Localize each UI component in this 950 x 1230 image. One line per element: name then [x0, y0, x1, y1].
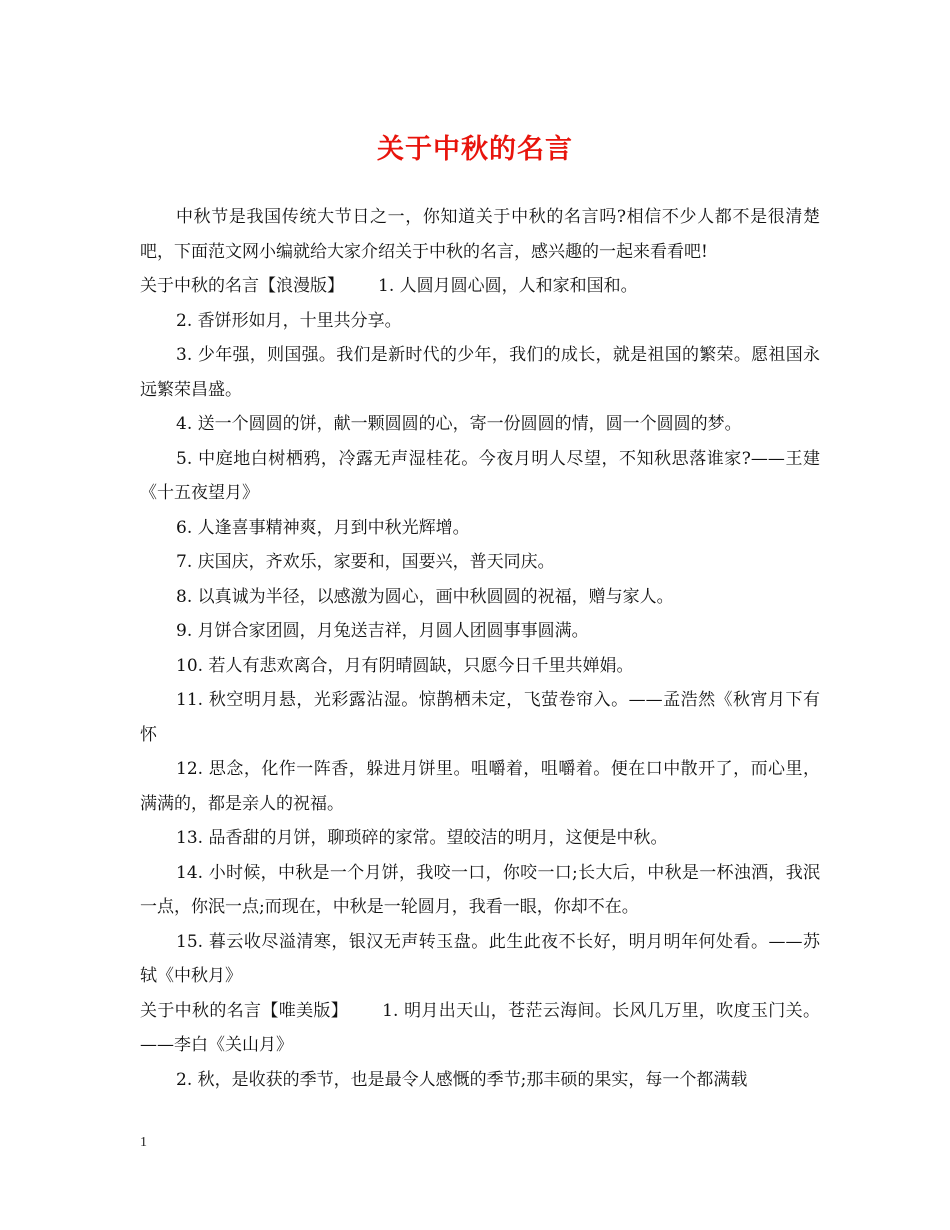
section-1-heading: 关于中秋的名言【浪漫版】 — [140, 276, 344, 296]
quote-item: 8. 以真诚为半径，以感激为圆心，画中秋圆圆的祝福，赠与家人。 — [176, 586, 674, 607]
section-2-item-1: 1. 明月出天山，苍茫云海间。长风几万里，吹度玉门关。——李白《关山月》 — [140, 1000, 820, 1055]
quote-item: 10. 若人有悲欢离合，月有阴晴圆缺，只愿今日千里共婵娟。 — [176, 655, 634, 676]
quote-item: 5. 中庭地白树栖鸦，冷露无声湿桂花。今夜月明人尽望，不知秋思落谁家?——王建《十五夜望月》 — [140, 448, 820, 503]
quote-item: 2. 秋，是收获的季节，也是最令人感慨的季节;那丰硕的果实，每一个都满载 — [176, 1069, 748, 1090]
page-number: 1 — [140, 1135, 147, 1150]
quote-item: 9. 月饼合家团圆，月兔送吉祥，月圆人团圆事事圆满。 — [176, 621, 589, 641]
quote-item: 13. 品香甜的月饼，聊琐碎的家常。望皎洁的明月，这便是中秋。 — [176, 828, 668, 848]
section-2-line — [140, 994, 820, 1063]
document-body — [140, 200, 820, 1097]
quote-item: 12. 思念，化作一阵香，躲进月饼里。咀嚼着，咀嚼着。便在口中散开了，而心里，满满的，都是亲人的祝福。 — [140, 759, 820, 814]
quote-item: 6. 人逢喜事精神爽，月到中秋光辉增。 — [176, 517, 470, 538]
section-1-item-1: 1. 人圆月圆心圆，人和家和国和。 — [378, 276, 638, 296]
intro-paragraph: 中秋节是我国传统大节日之一，你知道关于中秋的名言吗?相信不少人都不是很清楚吧，下面范文网小编就给大家介绍关于中秋的名言，感兴趣的一起来看看吧! — [140, 207, 820, 262]
section-1-line — [140, 269, 820, 304]
quote-item: 4. 送一个圆圆的饼，献一颗圆圆的心，寄一份圆圆的情，圆一个圆圆的梦。 — [176, 414, 742, 434]
quote-item: 7. 庆国庆，齐欢乐，家要和，国要兴，普天同庆。 — [176, 552, 555, 572]
section-2-heading: 关于中秋的名言【唯美版】 — [140, 1000, 349, 1021]
document-title: 关于中秋的名言 — [377, 134, 573, 165]
quote-item: 11. 秋空明月悬，光彩露沾湿。惊鹊栖未定，飞萤卷帘入。——孟浩然《秋宵月下有怀 — [140, 690, 820, 745]
quote-item: 14. 小时候，中秋是一个月饼，我咬一口，你咬一口;长大后，中秋是一杯浊酒，我泯一点，你泯一点;而现在，中秋是一轮圆月，我看一眼，你却不在。 — [140, 862, 820, 917]
quote-item: 3. 少年强，则国强。我们是新时代的少年，我们的成长，就是祖国的繁荣。愿祖国永远繁荣昌盛。 — [140, 345, 820, 400]
quote-item: 15. 暮云收尽溢清寒，银汉无声转玉盘。此生此夜不长好，明月明年何处看。——苏轼《中秋月》 — [140, 931, 820, 986]
quote-item: 2. 香饼形如月，十里共分享。 — [176, 310, 402, 331]
